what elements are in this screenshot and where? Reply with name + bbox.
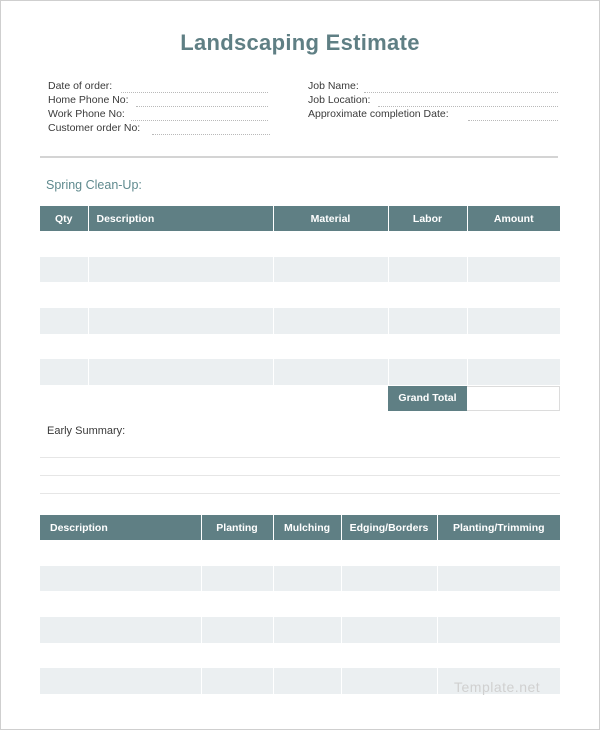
table-cell[interactable] (273, 257, 388, 283)
table-cell[interactable] (437, 540, 560, 566)
table-cell[interactable] (40, 566, 201, 592)
column-header-material: Material (273, 206, 388, 231)
completion-date-label: Approximate completion Date: (308, 108, 449, 120)
table-cell[interactable] (273, 231, 388, 257)
table-row (40, 334, 560, 360)
table-cell[interactable] (437, 591, 560, 617)
table-cell[interactable] (40, 591, 201, 617)
column-header-amount: Amount (467, 206, 560, 231)
table-row (40, 591, 560, 617)
column-header-mulching: Mulching (273, 515, 341, 540)
table-cell[interactable] (201, 643, 273, 669)
table-cell[interactable] (201, 540, 273, 566)
table-row (40, 231, 560, 257)
table-cell[interactable] (40, 334, 88, 360)
table-header-row (40, 515, 560, 540)
job-name-field[interactable] (308, 79, 558, 93)
job-location-label: Job Location: (308, 94, 371, 106)
grand-total-value-cell[interactable] (467, 386, 560, 411)
table-cell[interactable] (273, 282, 388, 308)
column-header-edging-borders: Edging/Borders (341, 515, 437, 540)
table-cell[interactable] (40, 643, 201, 669)
table-row (40, 257, 560, 283)
table-cell[interactable] (88, 257, 273, 283)
table-cell[interactable] (88, 282, 273, 308)
table-cell[interactable] (40, 617, 201, 643)
table-cell[interactable] (201, 617, 273, 643)
table-cell[interactable] (273, 334, 388, 360)
table-cell[interactable] (437, 617, 560, 643)
table-cell[interactable] (341, 668, 437, 694)
table-cell[interactable] (273, 566, 341, 592)
column-header-labor: Labor (388, 206, 467, 231)
table-cell[interactable] (388, 282, 467, 308)
table-cell[interactable] (40, 231, 88, 257)
table-cell[interactable] (273, 668, 341, 694)
table-cell[interactable] (273, 540, 341, 566)
job-name-label: Job Name: (308, 80, 359, 92)
table-cell[interactable] (40, 359, 88, 385)
spring-cleanup-heading: Spring Clean-Up: (46, 178, 142, 192)
table-cell[interactable] (201, 566, 273, 592)
table-cell[interactable] (341, 566, 437, 592)
table-cell[interactable] (40, 308, 88, 334)
table-row (40, 282, 560, 308)
customer-order-label: Customer order No: (48, 122, 141, 134)
table-cell[interactable] (388, 308, 467, 334)
table-cell[interactable] (388, 359, 467, 385)
header-divider (40, 156, 558, 158)
table-row (40, 359, 560, 385)
completion-date-field[interactable] (308, 107, 558, 121)
table-cell[interactable] (388, 334, 467, 360)
table-cell[interactable] (273, 359, 388, 385)
column-header-qty: Qty (40, 206, 88, 231)
table-cell[interactable] (273, 617, 341, 643)
work-phone-label: Work Phone No: (48, 108, 125, 120)
table-cell[interactable] (388, 257, 467, 283)
table-cell[interactable] (40, 257, 88, 283)
summary-line[interactable] (40, 475, 560, 476)
date-of-order-label: Date of order: (48, 80, 113, 92)
table-cell[interactable] (88, 308, 273, 334)
home-phone-label: Home Phone No: (48, 94, 129, 106)
table-cell[interactable] (467, 257, 560, 283)
work-phone-field[interactable] (48, 107, 268, 121)
table-cell[interactable] (273, 643, 341, 669)
table-row (40, 308, 560, 334)
table-cell[interactable] (40, 282, 88, 308)
table-row (40, 643, 560, 669)
table-cell[interactable] (388, 231, 467, 257)
table-cell[interactable] (88, 334, 273, 360)
table-cell[interactable] (467, 334, 560, 360)
column-header-planting: Planting (201, 515, 273, 540)
table-cell[interactable] (40, 540, 201, 566)
table-cell[interactable] (467, 282, 560, 308)
table-row (40, 617, 560, 643)
page-title: Landscaping Estimate (180, 30, 420, 55)
date-of-order-field[interactable] (48, 79, 268, 93)
spring-cleanup-table (40, 206, 560, 385)
early-summary-heading: Early Summary: (47, 425, 126, 437)
job-location-field[interactable] (308, 93, 558, 107)
table-cell[interactable] (273, 591, 341, 617)
table-cell[interactable] (467, 308, 560, 334)
table-cell[interactable] (341, 617, 437, 643)
table-row (40, 540, 560, 566)
table-row (40, 566, 560, 592)
home-phone-field[interactable] (48, 93, 268, 107)
table-cell[interactable] (88, 359, 273, 385)
services-table (40, 515, 560, 694)
customer-order-field[interactable] (48, 121, 270, 135)
column-header-description: Description (40, 515, 201, 540)
table-cell[interactable] (341, 540, 437, 566)
table-cell[interactable] (437, 566, 560, 592)
table-cell[interactable] (341, 643, 437, 669)
table-cell[interactable] (201, 591, 273, 617)
table-cell[interactable] (273, 308, 388, 334)
column-header-planting-trimming: Planting/Trimming (437, 515, 560, 540)
table-cell[interactable] (341, 591, 437, 617)
table-cell[interactable] (40, 668, 201, 694)
table-cell[interactable] (467, 231, 560, 257)
summary-line[interactable] (40, 493, 560, 494)
column-header-description: Description (88, 206, 273, 231)
table-header-row (40, 206, 560, 231)
table-cell[interactable] (437, 643, 560, 669)
grand-total-label: Grand Total (388, 386, 467, 411)
table-cell[interactable] (467, 359, 560, 385)
table-cell[interactable] (201, 668, 273, 694)
summary-line[interactable] (40, 457, 560, 458)
watermark: Template.net (454, 679, 541, 695)
table-cell[interactable] (88, 231, 273, 257)
